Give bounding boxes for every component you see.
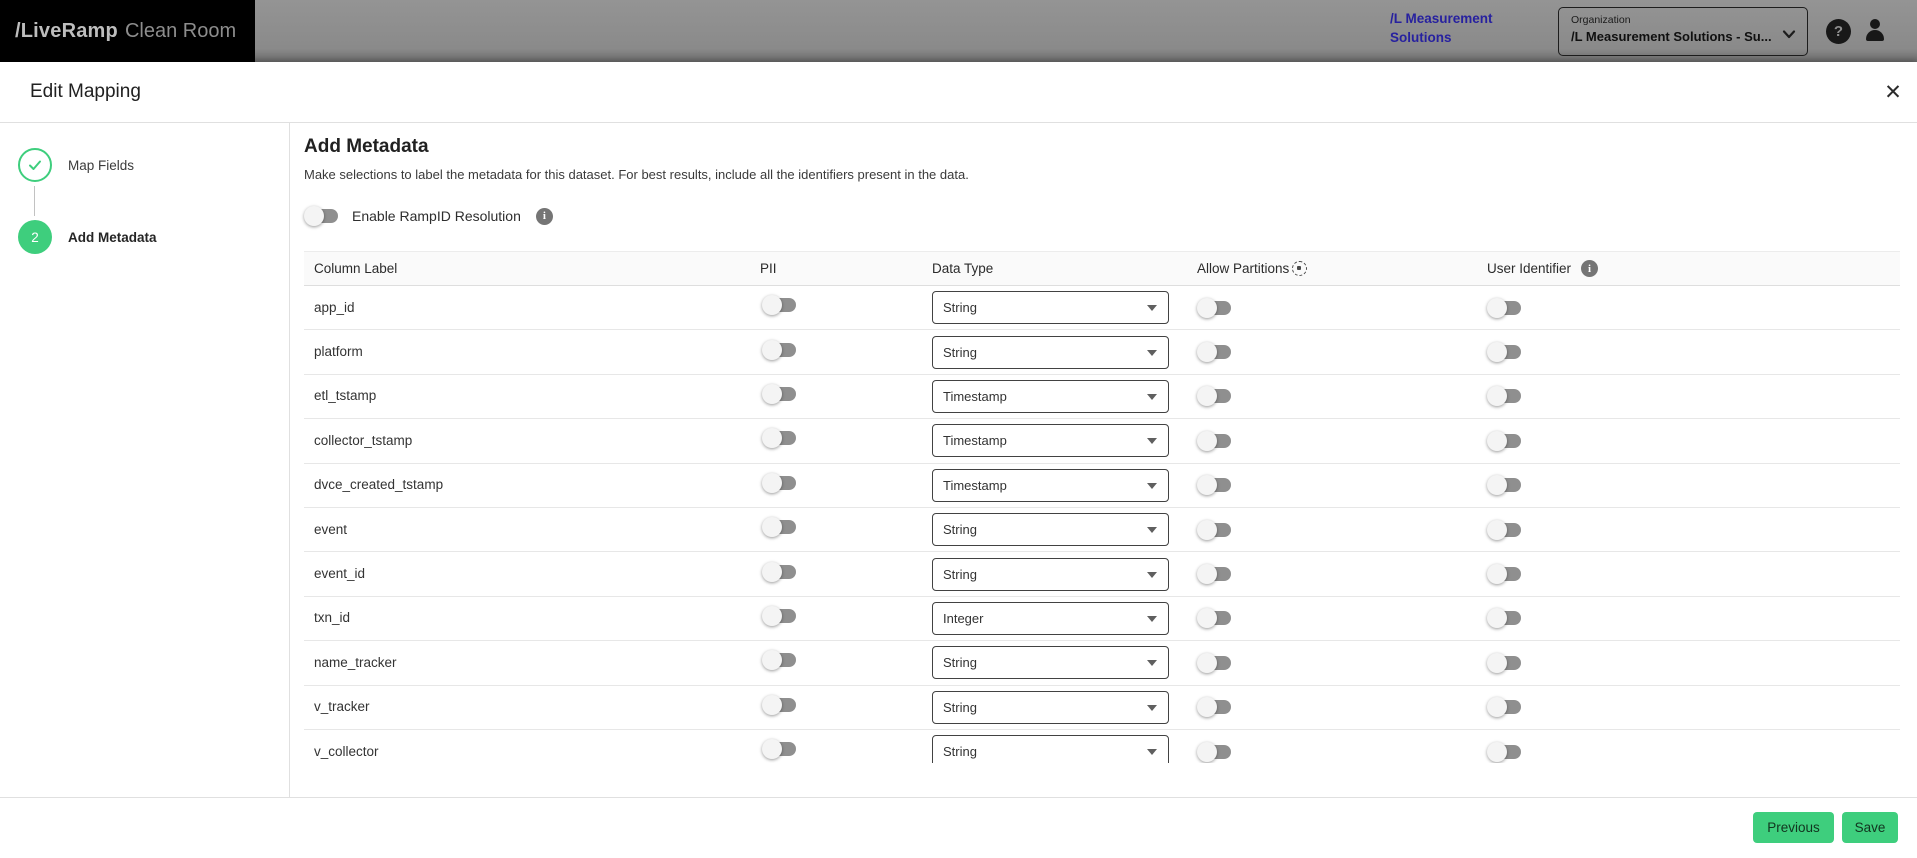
data-type-select[interactable] [932, 291, 1169, 324]
allow-partitions-toggle[interactable] [1197, 697, 1233, 717]
data-type-value: Integer [943, 610, 984, 626]
user-identifier-toggle[interactable] [1487, 431, 1523, 451]
column-label: event [314, 521, 348, 537]
chevron-down-icon [1147, 305, 1157, 311]
table-row [304, 686, 1900, 730]
table-body [304, 286, 1900, 763]
header-pii: PII [760, 261, 777, 276]
chevron-down-icon [1147, 527, 1157, 533]
user-identifier-toggle[interactable] [1487, 520, 1523, 540]
pii-toggle[interactable] [762, 695, 798, 715]
data-type-select[interactable] [932, 380, 1169, 413]
organization-selector-label: Organization [1571, 14, 1631, 26]
data-type-select[interactable] [932, 424, 1169, 457]
toggle-knob [762, 295, 782, 315]
table-header-row [304, 251, 1900, 286]
data-type-value: String [943, 699, 977, 715]
allow-partitions-toggle[interactable] [1197, 475, 1233, 495]
step-add-metadata[interactable] [18, 220, 157, 254]
data-type-value: Timestamp [943, 477, 1007, 493]
table-row [304, 464, 1900, 508]
table-row [304, 730, 1900, 763]
table-row [304, 597, 1900, 641]
data-type-value: String [943, 566, 977, 582]
user-identifier-toggle[interactable] [1487, 564, 1523, 584]
user-identifier-toggle[interactable] [1487, 608, 1523, 628]
data-type-select[interactable] [932, 513, 1169, 546]
toggle-knob [1487, 475, 1507, 495]
toggle-knob [1197, 475, 1217, 495]
data-type-value: String [943, 744, 977, 760]
column-label: v_collector [314, 743, 379, 759]
column-label: name_tracker [314, 654, 397, 670]
table-row [304, 419, 1900, 463]
toggle-knob [1487, 520, 1507, 540]
user-icon-body [1866, 30, 1884, 41]
toggle-knob [304, 206, 324, 226]
metadata-table [304, 251, 1900, 763]
table-row [304, 641, 1900, 685]
close-icon[interactable]: ✕ [1884, 80, 1902, 104]
rampid-resolution-toggle[interactable] [304, 206, 340, 226]
toggle-knob [762, 517, 782, 537]
allow-partitions-toggle[interactable] [1197, 298, 1233, 318]
toggle-knob [1197, 653, 1217, 673]
pii-toggle[interactable] [762, 650, 798, 670]
chevron-down-icon [1147, 572, 1157, 578]
allow-partitions-toggle[interactable] [1197, 653, 1233, 673]
header-user-identifier [1487, 260, 1900, 277]
allow-partitions-toggle[interactable] [1197, 520, 1233, 540]
edit-mapping-modal [0, 62, 1917, 858]
user-identifier-toggle[interactable] [1487, 342, 1523, 362]
allow-partitions-toggle[interactable] [1197, 431, 1233, 451]
column-label: dvce_created_tstamp [314, 477, 444, 493]
data-type-value: Timestamp [943, 388, 1007, 404]
chevron-down-icon [1147, 616, 1157, 622]
column-label: etl_tstamp [314, 388, 377, 404]
data-type-select[interactable] [932, 735, 1169, 763]
toggle-knob [1487, 608, 1507, 628]
chevron-down-icon [1147, 438, 1157, 444]
toggle-knob [762, 562, 782, 582]
toggle-knob [1487, 342, 1507, 362]
header-user-identifier-label: User Identifier [1487, 261, 1572, 276]
toggle-knob [1197, 386, 1217, 406]
user-account-icon[interactable] [1863, 18, 1887, 44]
toggle-knob [1487, 653, 1507, 673]
pii-toggle[interactable] [762, 295, 798, 315]
logo-text-primary: /LiveRamp [15, 19, 118, 42]
top-app-bar [0, 0, 1917, 62]
toggle-knob [762, 473, 782, 493]
pii-toggle[interactable] [762, 473, 798, 493]
organization-selector-value: /L Measurement Solutions - Su... [1571, 29, 1772, 44]
toggle-knob [762, 384, 782, 404]
user-identifier-toggle[interactable] [1487, 386, 1523, 406]
stepper-sidebar [0, 123, 290, 797]
toggle-knob [1197, 298, 1217, 318]
chevron-down-icon [1147, 749, 1157, 755]
footer-divider [0, 797, 1917, 798]
add-metadata-panel [291, 123, 1917, 763]
help-icon[interactable]: ? [1826, 19, 1851, 44]
table-row [304, 286, 1900, 330]
step-complete-check-icon [18, 148, 52, 182]
data-type-value: String [943, 522, 977, 538]
user-icon-head [1870, 19, 1880, 29]
data-type-select[interactable] [932, 336, 1169, 369]
user-identifier-toggle[interactable] [1487, 697, 1523, 717]
column-label: collector_tstamp [314, 432, 413, 448]
data-type-select[interactable] [932, 469, 1169, 502]
save-button[interactable]: Save [1842, 812, 1898, 843]
user-identifier-toggle[interactable] [1487, 298, 1523, 318]
toggle-knob [1487, 742, 1507, 762]
toggle-knob [1487, 386, 1507, 406]
toggle-knob [762, 739, 782, 759]
step-label: Map Fields [68, 157, 135, 173]
step-connector [34, 186, 35, 216]
pii-toggle[interactable] [762, 340, 798, 360]
toggle-knob [762, 606, 782, 626]
table-row [304, 375, 1900, 419]
chevron-down-icon [1147, 394, 1157, 400]
column-label: platform [314, 344, 363, 360]
allow-partitions-toggle[interactable] [1197, 564, 1233, 584]
rampid-resolution-label: Enable RampID Resolution [352, 208, 521, 224]
panel-heading: Add Metadata [304, 136, 429, 157]
column-label: txn_id [314, 610, 351, 626]
step-number-badge: 2 [18, 220, 52, 254]
column-label: v_tracker [314, 699, 370, 715]
pii-toggle[interactable] [762, 517, 798, 537]
info-icon[interactable]: i [1581, 260, 1598, 277]
allow-partitions-spinner-icon [1292, 261, 1307, 276]
toggle-knob [762, 340, 782, 360]
allow-partitions-toggle[interactable] [1197, 342, 1233, 362]
data-type-select[interactable] [932, 646, 1169, 679]
logo-text-secondary: Clean Room [124, 19, 237, 42]
modal-title: Edit Mapping [30, 81, 141, 102]
table-row [304, 508, 1900, 552]
toggle-knob [1197, 742, 1217, 762]
pii-toggle[interactable] [762, 428, 798, 448]
toggle-knob [762, 650, 782, 670]
toggle-knob [1487, 298, 1507, 318]
data-type-value: Timestamp [943, 433, 1007, 449]
data-type-select[interactable] [932, 558, 1169, 591]
toggle-knob [762, 428, 782, 448]
table-row [304, 330, 1900, 374]
toggle-knob [1487, 697, 1507, 717]
allow-partitions-toggle[interactable] [1197, 608, 1233, 628]
allow-partitions-toggle[interactable] [1197, 742, 1233, 762]
organization-selector[interactable] [1558, 7, 1808, 56]
data-type-value: String [943, 300, 977, 316]
toggle-knob [1197, 608, 1217, 628]
chevron-down-icon [1147, 660, 1157, 666]
header-data-type: Data Type [932, 261, 994, 276]
workspace-link[interactable]: /L Measurement Solutions [1390, 11, 1493, 45]
toggle-knob [1197, 431, 1217, 451]
previous-button[interactable]: Previous [1753, 812, 1834, 843]
user-identifier-toggle[interactable] [1487, 653, 1523, 673]
toggle-knob [1487, 564, 1507, 584]
toggle-knob [1197, 564, 1217, 584]
pii-toggle[interactable] [762, 739, 798, 759]
column-label: event_id [314, 566, 366, 582]
header-allow-partitions-label: Allow Partitions [1197, 261, 1290, 276]
chevron-down-icon [1781, 26, 1797, 42]
info-icon[interactable]: i [536, 208, 553, 225]
toggle-knob [1197, 520, 1217, 540]
pii-toggle[interactable] [762, 562, 798, 582]
pii-toggle[interactable] [762, 606, 798, 626]
toggle-knob [1487, 431, 1507, 451]
chevron-down-icon [1147, 483, 1157, 489]
pii-toggle[interactable] [762, 384, 798, 404]
user-identifier-toggle[interactable] [1487, 475, 1523, 495]
toggle-knob [1197, 697, 1217, 717]
modal-header [0, 62, 1917, 123]
header-column-label: Column Label [314, 261, 398, 276]
table-row [304, 552, 1900, 596]
panel-description: Make selections to label the metadata for this dataset. For best results, include all the identifiers present in the data. [304, 167, 969, 182]
chevron-down-icon [1147, 705, 1157, 711]
toggle-knob [1197, 342, 1217, 362]
step-label: Add Metadata [68, 229, 157, 245]
allow-partitions-toggle[interactable] [1197, 386, 1233, 406]
user-identifier-toggle[interactable] [1487, 742, 1523, 762]
liveramp-logo [0, 0, 255, 62]
footer-actions [1753, 812, 1898, 843]
column-label: app_id [314, 299, 355, 315]
header-allow-partitions [1197, 261, 1487, 276]
data-type-select[interactable] [932, 602, 1169, 635]
chevron-down-icon [1147, 350, 1157, 356]
data-type-value: String [943, 655, 977, 671]
step-map-fields[interactable] [18, 148, 134, 182]
data-type-select[interactable] [932, 691, 1169, 724]
data-type-value: String [943, 344, 977, 360]
toggle-knob [762, 695, 782, 715]
rampid-resolution-row [304, 199, 1917, 233]
